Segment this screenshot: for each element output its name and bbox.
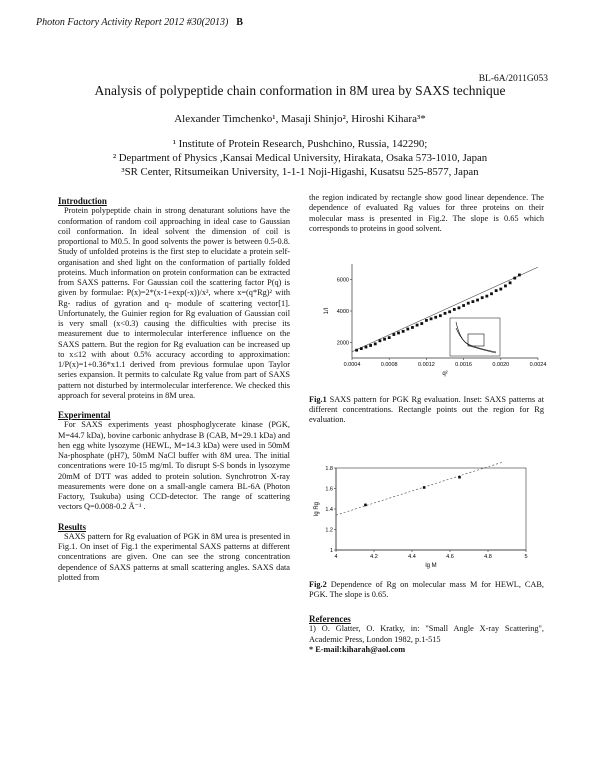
data-point [439,314,442,317]
data-point [365,346,368,349]
data-point [411,326,414,329]
data-point [476,299,479,302]
data-point [397,332,400,335]
references-section [309,614,544,655]
figure-1-caption-text: SAXS pattern for PGK Rg evaluation. Inset: SAXS patterns at different concentrations. Rectangle points out the region for Rg evaluation. [309,395,544,425]
plot-frame [352,264,538,358]
data-point [495,289,498,292]
data-point [490,292,493,295]
data-point [458,476,461,479]
data-point [360,347,363,350]
y-tick-label: 1.6 [325,486,333,493]
fit-line [352,267,538,352]
data-point [355,349,358,352]
y-axis-label: lg Rg [314,501,320,517]
x-tick-label: 0.0024 [529,362,547,368]
data-point [467,302,470,305]
inset-frame [450,318,500,356]
x-tick-label: 0.0012 [417,362,435,368]
y-axis-label: 1/I [324,307,330,315]
data-point [420,322,423,325]
x-tick-label: 4 [334,554,338,560]
affiliation-3: ³SR Center, Ritsumeikan University, 1-1-1 Noji-Higashi, Kusatsu 525-8577, Japan [121,165,479,178]
figure-2-label: Fig.2 [309,580,327,589]
data-point [481,296,484,299]
left-column [58,196,290,583]
experimental-heading: Experimental [58,410,111,420]
x-tick-label: 4.4 [408,554,416,560]
right-column [309,193,544,234]
data-point [485,295,488,298]
data-point [364,504,367,507]
data-point [383,338,386,341]
data-point [518,274,521,277]
fit-line [336,462,526,515]
figure-1-label: Fig.1 [309,395,327,404]
running-header [36,17,243,28]
part-label: B [236,17,243,28]
x-tick-label: 0.0004 [343,362,361,368]
paper-title: Analysis of polypeptide chain conformation in 8M urea by SAXS technique [94,83,506,98]
figure-1-caption [309,395,544,426]
plot-frame [336,468,526,550]
experimental-text: For SAXS experiments yeast phosphoglycerate kinase (PGK, M=44.7 kDa), bovine carbonic anhydrase B (CAB, M=29.1 kDa) and hen egg white lysozyme (HEWL, M=14.3 kDa) were used in 50mM Na-phosphate (pH7), 50mM NaCl buffer with 8M urea. The initial concentrations were 10-15 mg/ml. To disrupt S-S bonds in lysozyme 20mM of DTT was added to protein solution. Synchrotron X-ray measurements were done on a small-angle camera BL-6A (Photon Factory, Tsukuba) using CCD-detector. The range of scattering vectors Q=0.008-0.2 Å⁻¹ . [58,420,290,512]
figure-2-caption [309,580,544,600]
references-heading: References [309,614,351,624]
author-list: Alexander Timchenko¹, Masaji Shinjo², Hiroshi Kihara³* [174,113,426,125]
x-tick-label: 4.8 [484,554,492,560]
data-point [472,300,475,303]
data-point [513,277,516,280]
affiliation-2: ² Department of Physics ,Kansai Medical University, Hirakata, Osaka 573-1010, Japan [112,151,488,164]
data-point [416,324,419,327]
intro-text: Protein polypeptide chain in strong denaturant solutions have the conformation of random coil approaching in ideal case to Gaussian coil conformation. In ideal solvent the dimension of coil is proportional to M0.5. In good solvents the power is between 0.5-0.8. Study of unfolded proteins is the first step to elucidate a protein self-organisation and shed light on the conformation of partially folded proteins. Much information on protein conformation can be extracted from SAXS patterns. For Gaussian coil the scattering factor P(q) is given by formulae: P(x)=2*(x-1+exp(-x))/x², where x=(q*Rg)² with Rg- radius of gyration and q- module of scattering vector[1]. Unfortunately, the Guinier region for Rg evaluation of Gaussian coil is very small (x<0.3) causing the difficulties with precise its measurement due to intermolecular interference influence on the SAXS pattern. But the region for Rg evaluation can be increased up to x≤12 with about 0.5% accuracy according to approximation: 1/P(x)=1+0.36*x1.1 derived from previous formulae upon Taylor series expansion. It permits to calculate Rg value from part of SAXS pattern not disturbed by intermolecular interference. We checked this approach for several proteins in 8M urea. [58,206,290,400]
y-tick-label: 1.2 [325,527,333,534]
journal-name: Photon Factory Activity Report 2012 #30(2013) [36,17,229,28]
y-tick-label: 6000 [336,277,349,284]
y-tick-label: 1.4 [325,507,333,513]
proposal-code: BL-6A/2011G053 [478,74,548,84]
x-tick-label: 0.0008 [380,362,398,368]
x-tick-label: 4.2 [370,554,378,560]
data-point [392,333,395,336]
data-point [499,288,502,291]
results-continuation: the region indicated by rectangle show good linear dependence. The dependence of evaluated Rg values for three proteins on their molecular mass is presented in Fig.2. The slope is 0.65 which corresponds to proteins in good solvent. [309,193,544,233]
x-tick-label: 4.6 [446,554,454,560]
data-point [369,344,372,347]
y-tick-label: 1.8 [325,466,333,472]
data-point [444,312,447,315]
figure-1-chart [318,258,548,382]
y-tick-label: 4000 [336,309,349,315]
y-tick-label: 1 [329,548,333,554]
figure-2-chart [308,462,540,574]
reference-1: 1) O. Glatter, O. Kratky, in: "Small Angle X-ray Scattering", Academic Press, London 1982, p.1-515 [309,624,544,644]
data-point [402,330,405,333]
y-tick-label: 2000 [336,340,349,347]
x-axis-label: lg M [425,563,437,569]
data-point [434,316,437,319]
x-tick-label: 0.0020 [492,362,510,368]
data-point [406,328,409,331]
data-point [453,308,456,311]
inset-plot [450,318,500,356]
data-point [423,486,426,489]
data-point [448,310,451,313]
figure-2-caption-text: Dependence of Rg on molecular mass M for HEWL, CAB, PGK. The slope is 0.65. [309,580,544,600]
affiliations [0,138,600,179]
data-point [374,343,377,346]
intro-heading: Introduction [58,196,107,206]
data-point [509,281,512,284]
affiliation-1: ¹ Institute of Protein Research, Pushchino, Russia, 142290; [172,138,428,150]
data-point [388,336,391,339]
data-point [462,304,465,307]
x-tick-label: 5 [524,554,528,560]
contact-email: * E-mail:kiharah@aol.com [309,644,406,654]
results-text: SAXS pattern for Rg evaluation of PGK in 8M urea is presented in Fig.1. On inset of Fig.1 the experimental SAXS patterns at different concentrations are given. One can see the strong concentration dependence of SAXS patterns at small scattering angles. SAXS data plotted from [58,531,290,582]
data-point [379,339,382,342]
x-tick-label: 0.0016 [455,362,473,368]
x-axis-label: q² [442,371,448,377]
data-point [504,285,507,288]
data-point [425,319,428,322]
results-heading: Results [58,521,87,532]
data-point [430,317,433,320]
data-point [458,306,461,309]
